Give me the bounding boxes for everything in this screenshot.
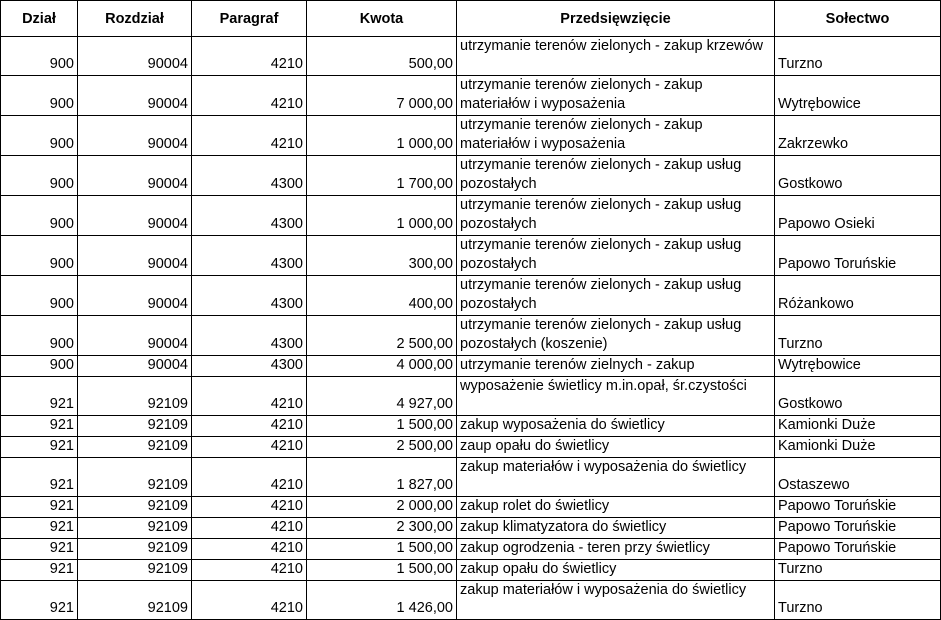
table-row [1,458,941,497]
table-row [1,497,941,518]
cell-przedsiewziecie: zakup ogrodzenia - teren przy świetlicy [457,539,775,560]
cell-dzial: 921 [1,560,78,581]
cell-dzial: 900 [1,356,78,377]
cell-paragraf: 4300 [192,236,307,276]
cell-solectwo: Papowo Osieki [775,196,941,236]
cell-dzial: 900 [1,116,78,156]
cell-rozdzial: 90004 [78,316,192,356]
cell-solectwo: Wytrębowice [775,76,941,116]
cell-dzial: 900 [1,196,78,236]
cell-paragraf: 4210 [192,560,307,581]
cell-solectwo: Gostkowo [775,377,941,416]
cell-przedsiewziecie: utrzymanie terenów zielonych - zakup usług pozostałych (koszenie) [457,316,775,356]
table-row [1,560,941,581]
cell-solectwo: Różankowo [775,276,941,316]
cell-kwota: 2 500,00 [307,316,457,356]
cell-dzial: 921 [1,416,78,437]
table-row [1,377,941,416]
cell-rozdzial: 90004 [78,76,192,116]
header-rozdzial: Rozdział [78,1,192,37]
cell-rozdzial: 92109 [78,518,192,539]
table-row [1,437,941,458]
cell-paragraf: 4210 [192,416,307,437]
cell-solectwo: Turzno [775,560,941,581]
cell-solectwo: Gostkowo [775,156,941,196]
cell-rozdzial: 92109 [78,437,192,458]
cell-rozdzial: 92109 [78,416,192,437]
header-paragraf: Paragraf [192,1,307,37]
cell-solectwo: Zakrzewko [775,116,941,156]
cell-przedsiewziecie: utrzymanie terenów zielonych - zakup usług pozostałych [457,196,775,236]
table-row [1,37,941,76]
cell-dzial: 900 [1,37,78,76]
cell-paragraf: 4300 [192,196,307,236]
table-row [1,416,941,437]
table-row [1,518,941,539]
cell-kwota: 1 500,00 [307,560,457,581]
header-row [1,1,941,37]
cell-dzial: 900 [1,316,78,356]
cell-dzial: 900 [1,76,78,116]
cell-solectwo: Kamionki Duże [775,437,941,458]
cell-paragraf: 4210 [192,37,307,76]
cell-kwota: 1 700,00 [307,156,457,196]
table-row [1,356,941,377]
cell-solectwo: Turzno [775,37,941,76]
cell-paragraf: 4300 [192,316,307,356]
cell-paragraf: 4210 [192,518,307,539]
cell-kwota: 1 426,00 [307,581,457,620]
cell-przedsiewziecie: utrzymanie terenów zielonych - zakup krzewów [457,37,775,76]
cell-kwota: 7 000,00 [307,76,457,116]
cell-paragraf: 4210 [192,581,307,620]
cell-przedsiewziecie: zakup klimatyzatora do świetlicy [457,518,775,539]
header-solectwo: Sołectwo [775,1,941,37]
cell-przedsiewziecie: utrzymanie terenów zielonych - zakup materiałów i wyposażenia [457,116,775,156]
cell-rozdzial: 90004 [78,356,192,377]
cell-przedsiewziecie: zakup materiałów i wyposażenia do świetlicy [457,458,775,497]
cell-przedsiewziecie: zakup rolet do świetlicy [457,497,775,518]
cell-dzial: 900 [1,276,78,316]
cell-kwota: 1 500,00 [307,416,457,437]
cell-solectwo: Papowo Toruńskie [775,539,941,560]
cell-dzial: 921 [1,377,78,416]
cell-paragraf: 4210 [192,76,307,116]
cell-kwota: 400,00 [307,276,457,316]
table-row [1,116,941,156]
table-row [1,236,941,276]
cell-rozdzial: 90004 [78,236,192,276]
cell-kwota: 1 000,00 [307,116,457,156]
cell-paragraf: 4300 [192,356,307,377]
table-row [1,581,941,620]
header-przedsiewziecie: Przedsięwzięcie [457,1,775,37]
cell-paragraf: 4210 [192,497,307,518]
cell-paragraf: 4210 [192,539,307,560]
cell-solectwo: Turzno [775,581,941,620]
cell-solectwo: Ostaszewo [775,458,941,497]
cell-rozdzial: 92109 [78,497,192,518]
table-row [1,539,941,560]
cell-dzial: 921 [1,518,78,539]
cell-dzial: 921 [1,497,78,518]
cell-kwota: 2 500,00 [307,437,457,458]
cell-przedsiewziecie: wyposażenie świetlicy m.in.opał, śr.czystości [457,377,775,416]
cell-kwota: 500,00 [307,37,457,76]
cell-rozdzial: 90004 [78,276,192,316]
cell-paragraf: 4300 [192,156,307,196]
cell-przedsiewziecie: zaup opału do świetlicy [457,437,775,458]
cell-kwota: 2 000,00 [307,497,457,518]
cell-przedsiewziecie: utrzymanie terenów zielnych - zakup [457,356,775,377]
header-dzial: Dział [1,1,78,37]
cell-dzial: 900 [1,156,78,196]
table-row [1,276,941,316]
table-row [1,76,941,116]
cell-rozdzial: 92109 [78,377,192,416]
header-kwota: Kwota [307,1,457,37]
cell-paragraf: 4210 [192,437,307,458]
cell-solectwo: Kamionki Duże [775,416,941,437]
table-body [1,37,941,620]
cell-dzial: 921 [1,458,78,497]
cell-paragraf: 4300 [192,276,307,316]
cell-solectwo: Papowo Toruńskie [775,518,941,539]
table-row [1,196,941,236]
cell-kwota: 4 927,00 [307,377,457,416]
cell-przedsiewziecie: utrzymanie terenów zielonych - zakup usług pozostałych [457,236,775,276]
cell-kwota: 1 827,00 [307,458,457,497]
cell-przedsiewziecie: zakup wyposażenia do świetlicy [457,416,775,437]
cell-rozdzial: 90004 [78,116,192,156]
cell-kwota: 1 000,00 [307,196,457,236]
cell-solectwo: Papowo Toruńskie [775,236,941,276]
cell-solectwo: Wytrębowice [775,356,941,377]
cell-solectwo: Turzno [775,316,941,356]
cell-rozdzial: 92109 [78,458,192,497]
table-row [1,156,941,196]
table-row [1,316,941,356]
cell-przedsiewziecie: utrzymanie terenów zielonych - zakup usług pozostałych [457,156,775,196]
cell-rozdzial: 92109 [78,560,192,581]
cell-rozdzial: 92109 [78,581,192,620]
cell-solectwo: Papowo Toruńskie [775,497,941,518]
cell-przedsiewziecie: zakup opału do świetlicy [457,560,775,581]
cell-kwota: 300,00 [307,236,457,276]
cell-przedsiewziecie: utrzymanie terenów zielonych - zakup materiałów i wyposażenia [457,76,775,116]
cell-rozdzial: 90004 [78,37,192,76]
cell-paragraf: 4210 [192,458,307,497]
cell-przedsiewziecie: utrzymanie terenów zielonych - zakup usług pozostałych [457,276,775,316]
cell-kwota: 4 000,00 [307,356,457,377]
cell-paragraf: 4210 [192,116,307,156]
cell-rozdzial: 90004 [78,156,192,196]
cell-kwota: 2 300,00 [307,518,457,539]
cell-przedsiewziecie: zakup materiałów i wyposażenia do świetlicy [457,581,775,620]
cell-paragraf: 4210 [192,377,307,416]
cell-rozdzial: 92109 [78,539,192,560]
cell-rozdzial: 90004 [78,196,192,236]
cell-dzial: 921 [1,539,78,560]
cell-dzial: 921 [1,581,78,620]
cell-dzial: 921 [1,437,78,458]
cell-kwota: 1 500,00 [307,539,457,560]
cell-dzial: 900 [1,236,78,276]
